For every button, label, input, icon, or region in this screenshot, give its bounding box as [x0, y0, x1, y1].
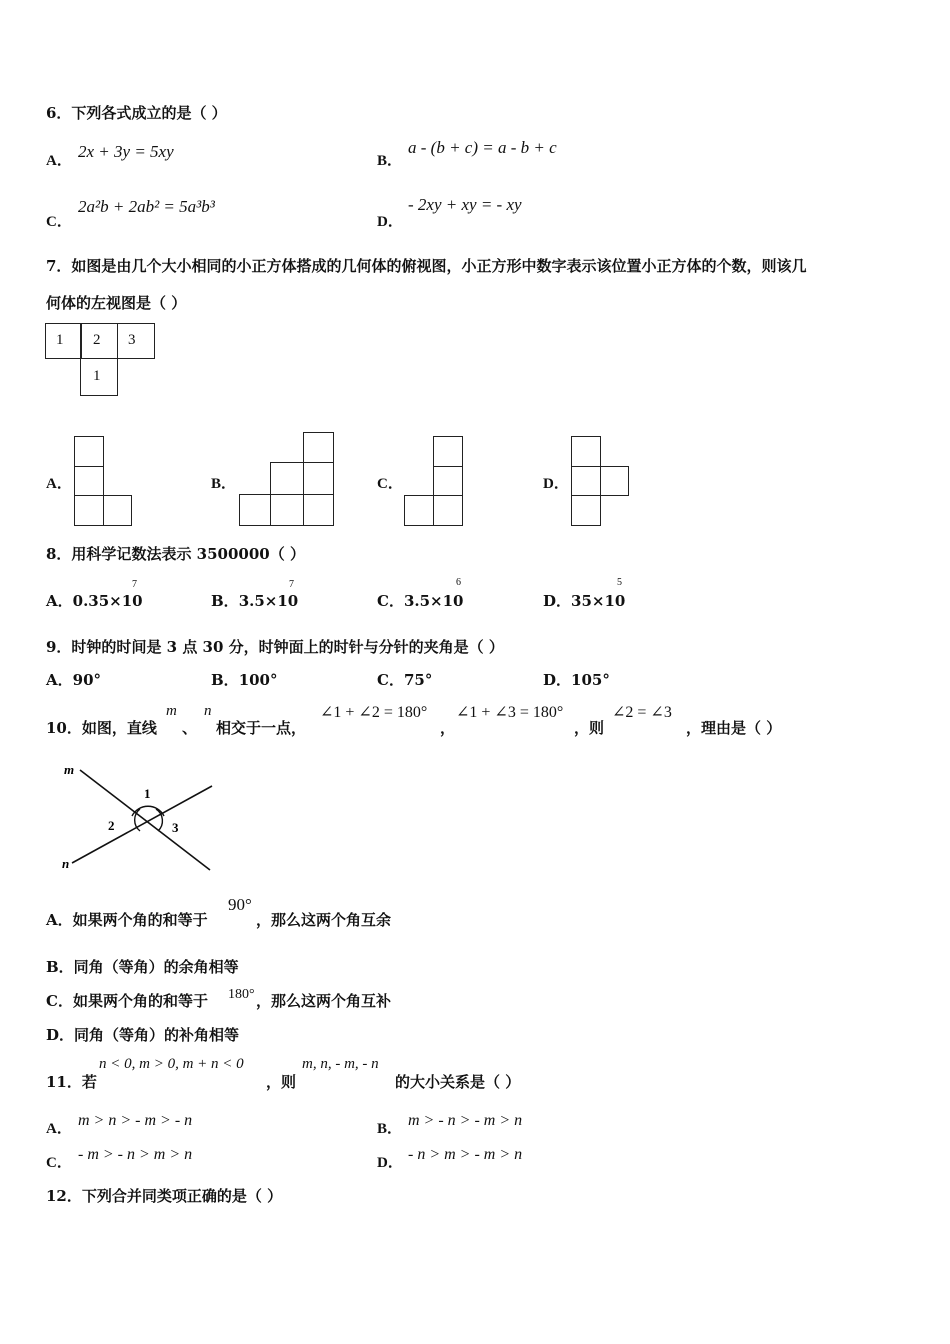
view-square [433, 495, 463, 526]
q7-option-a-label: A． [46, 476, 72, 492]
q11-option-c-label: C． [46, 1155, 72, 1171]
q8-option-a-exp: 7 [132, 579, 137, 590]
line-n [72, 786, 212, 863]
q6-stem: 6．下列各式成立的是（ ） [46, 104, 227, 122]
top-view-cell [45, 323, 82, 359]
view-square [239, 494, 271, 526]
top-view-number: 3 [128, 332, 136, 348]
q8-option-b-exp: 7 [289, 579, 294, 590]
q10-prefix: 10．如图，直线 [46, 719, 157, 737]
q10-option-a-value: 90° [228, 895, 252, 914]
view-square [74, 436, 104, 467]
q9-option-a [46, 669, 101, 690]
q10-comma: ， [440, 719, 456, 737]
q9-option-d [543, 669, 610, 690]
q9-option-c-value: 75° [403, 671, 433, 689]
q8-option-c-label: C． [377, 592, 404, 610]
q10-option-c-post: ，那么这两个角互补 [256, 992, 392, 1010]
q9-option-d-label: D． [543, 671, 572, 689]
q11-option-d-label: D． [377, 1155, 403, 1171]
q10-then: ，则 [574, 719, 605, 737]
q9-stem: 9．时钟的时间是 3 点 30 分，时钟面上的时针与分针的夹角是（ ） [46, 638, 504, 656]
q10-eq2: ∠1 + ∠3 = 180° [456, 704, 564, 721]
q10-option-d: D．同角（等角）的补角相等 [46, 1026, 240, 1044]
view-square [571, 495, 601, 526]
label-angle-1: 1 [144, 786, 151, 801]
q8-option-d-label: D． [543, 592, 572, 610]
q10-eq3: ∠2 = ∠3 [612, 704, 672, 721]
label-n: n [62, 856, 70, 871]
q9-option-b [211, 669, 278, 690]
q10-option-c-pre: C．如果两个角的和等于 [46, 992, 208, 1010]
q6-option-c-label: C． [46, 214, 72, 230]
line-m [80, 770, 210, 870]
q11-set: m, n, - m, - n [302, 1056, 379, 1072]
q10-option-c-value: 180° [228, 987, 255, 1002]
q9-option-b-label: B． [211, 671, 239, 689]
q9-option-c-label: C． [377, 671, 404, 689]
q8-option-a-label: A． [46, 592, 73, 610]
q10-option-a-post: ，那么这两个角互余 [256, 911, 392, 929]
q9-option-c [377, 669, 432, 690]
label-m: m [64, 762, 75, 777]
view-square [600, 466, 629, 496]
q6-option-a-label: A． [46, 153, 72, 169]
top-view-cell [117, 323, 155, 359]
q10-tail: ，理由是（ ） [686, 719, 782, 737]
view-square [303, 432, 334, 463]
q7-stem-line2: 何体的左视图是（ ） [46, 294, 187, 312]
top-view-number: 1 [56, 332, 64, 348]
view-square [404, 495, 434, 526]
q12-stem: 12．下列合并同类项正确的是（ ） [46, 1187, 283, 1205]
q11-option-b-expr: m > - n > - m > n [408, 1112, 523, 1129]
q9-option-b-value: 100° [238, 671, 278, 689]
view-square [303, 494, 334, 526]
q7-stem-line1: 7．如图是由几个大小相同的小正方体搭成的几何体的俯视图，小正方形中数字表示该位置小正方体的个数，则该几 [46, 257, 807, 275]
view-square [303, 462, 334, 495]
q6-option-b-label: B． [377, 153, 403, 169]
q11-option-d-expr: - n > m > - m > n [408, 1146, 523, 1163]
q11-then: ，则 [266, 1073, 297, 1091]
q8-option-b [211, 590, 298, 611]
q9-option-d-value: 105° [571, 671, 610, 689]
label-angle-3: 3 [172, 820, 179, 835]
q10-intersecting-lines-figure [60, 758, 220, 878]
view-square [74, 495, 104, 526]
q8-option-d-base: 35×10 [571, 592, 626, 610]
view-square [433, 436, 463, 467]
q10-n: n [204, 703, 212, 719]
q10-sep: 、 [182, 719, 198, 737]
q6-option-c-expr: 2a²b + 2ab² = 5a³b³ [78, 197, 215, 216]
q6-option-d-label: D． [377, 214, 403, 230]
q8-option-c-base: 3.5×10 [403, 592, 464, 610]
view-square [270, 494, 304, 526]
q11-option-a-expr: m > n > - m > - n [78, 1112, 193, 1129]
q6-option-b-expr: a - (b + c) = a - b + c [408, 138, 557, 157]
q7-option-d-label: D． [543, 476, 569, 492]
top-view-number: 2 [93, 332, 101, 348]
q8-option-b-base: 3.5×10 [238, 592, 299, 610]
q6-option-a-expr: 2x + 3y = 5xy [78, 142, 174, 161]
view-square [74, 466, 104, 496]
q11-tail: 的大小关系是（ ） [395, 1073, 521, 1091]
q7-option-c-label: C． [377, 476, 403, 492]
q8-stem: 8．用科学记数法表示 3500000（ ） [46, 545, 305, 563]
q10-eq1: ∠1 + ∠2 = 180° [320, 704, 428, 721]
q8-option-b-label: B． [211, 592, 239, 610]
q8-option-c [377, 590, 464, 611]
q11-option-a-label: A． [46, 1121, 72, 1137]
q7-option-b-label: B． [211, 476, 237, 492]
q10-option-b: B．同角（等角）的余角相等 [46, 958, 239, 976]
q10-m: m [166, 703, 177, 719]
q8-option-d [543, 590, 625, 611]
q8-option-d-exp: 5 [617, 577, 622, 588]
q8-option-a-base: 0.35×10 [72, 592, 143, 610]
view-square [103, 495, 132, 526]
q11-prefix: 11．若 [46, 1073, 97, 1091]
q8-option-c-exp: 6 [456, 577, 461, 588]
q11-condition: n < 0, m > 0, m + n < 0 [99, 1056, 244, 1072]
q11-option-b-label: B． [377, 1121, 403, 1137]
view-square [571, 436, 601, 467]
label-angle-2: 2 [108, 818, 115, 833]
view-square [433, 466, 463, 496]
q10-option-a-pre: A．如果两个角的和等于 [46, 911, 208, 929]
q9-option-a-value: 90° [72, 671, 102, 689]
top-view-number: 1 [93, 368, 101, 384]
q8-option-a [46, 590, 143, 611]
q11-option-c-expr: - m > - n > m > n [78, 1146, 193, 1163]
view-square [571, 466, 601, 496]
q9-option-a-label: A． [46, 671, 73, 689]
view-square [270, 462, 304, 495]
q10-mid: 相交于一点， [216, 719, 307, 737]
q6-option-d-expr: - 2xy + xy = - xy [408, 195, 522, 214]
